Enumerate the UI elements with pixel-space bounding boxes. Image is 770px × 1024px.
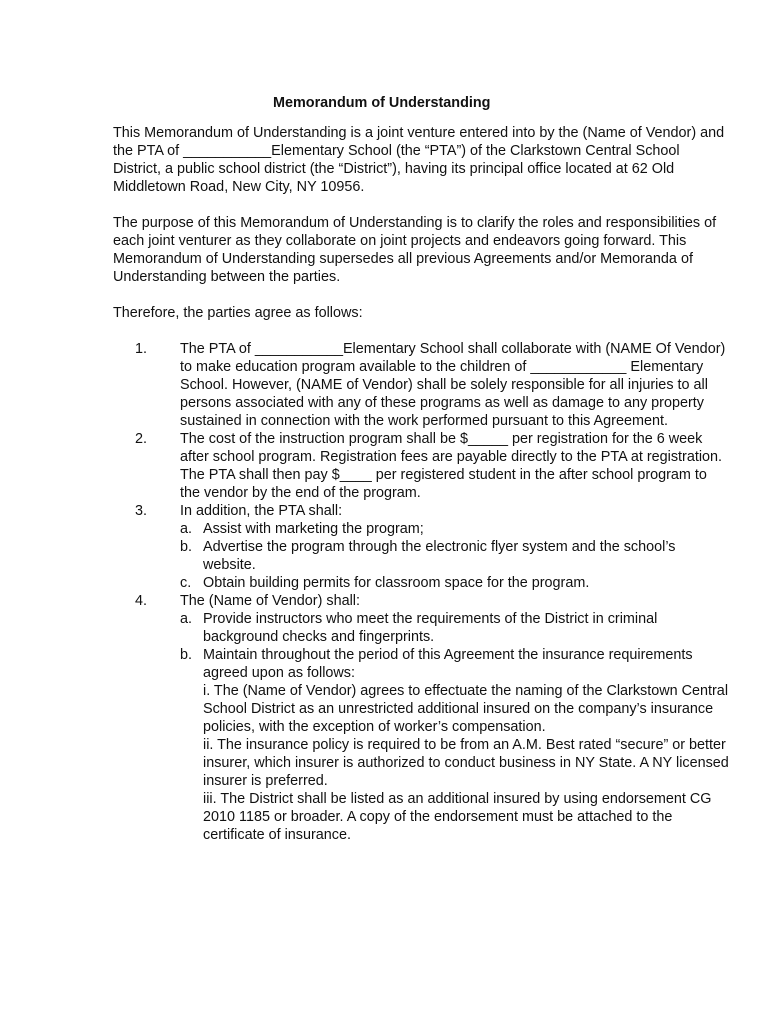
- agreement-item: [113, 430, 730, 502]
- sub-item-text: Provide instructors who meet the requirements of the District in criminal background checks and fingerprints.: [203, 611, 658, 645]
- document-title: Memorandum of Understanding: [273, 95, 491, 111]
- agreement-item: [113, 340, 730, 430]
- sub-item-letter: c.: [180, 575, 192, 591]
- sub-item-text: Obtain building permits for classroom space for the program.: [203, 575, 590, 591]
- roman-item: ii. The insurance policy is required to be from an A.M. Best rated “secure” or better insurer, which insurer is authorized to conduct business in NY State. A NY licensed insurer is preferred.: [203, 737, 729, 789]
- item-number: 1.: [135, 341, 148, 357]
- sub-item: [180, 520, 730, 538]
- item-number: 3.: [135, 503, 148, 519]
- sub-item: [180, 610, 730, 646]
- sub-item-letter: a.: [180, 521, 193, 537]
- agreement-item: [113, 502, 730, 592]
- agreement-list: [113, 340, 730, 844]
- agreement-item: [113, 592, 730, 844]
- item-text: The cost of the instruction program shall be $_____ per registration for the 6 week after school program. Registration fees are payable directly to the PTA at registration. The PTA shall then pay $____ per registered student in the after school program to the vendor by the end of the program.: [180, 431, 723, 501]
- sub-item: [180, 538, 730, 574]
- sub-item-letter: b.: [180, 539, 193, 555]
- item-number: 2.: [135, 431, 148, 447]
- sub-item-text: Advertise the program through the electronic flyer system and the school’s website.: [203, 539, 676, 573]
- sub-item-letter: a.: [180, 611, 193, 627]
- therefore-paragraph: Therefore, the parties agree as follows:: [113, 305, 363, 321]
- sub-item: [180, 574, 730, 592]
- roman-item: i. The (Name of Vendor) agrees to effectuate the naming of the Clarkstown Central School District as an unrestricted additional insured on the company’s insurance policies, with the exception of worker’s compensation.: [203, 683, 729, 735]
- item-text: The (Name of Vendor) shall:: [180, 593, 360, 609]
- roman-item: iii. The District shall be listed as an additional insured by using endorsement CG 2010 1185 or broader. A copy of the endorsement must be attached to the certificate of insurance.: [203, 791, 712, 843]
- item-text: In addition, the PTA shall:: [180, 503, 343, 519]
- sub-item-text: Maintain throughout the period of this Agreement the insurance requirements agreed upon as follows:: [203, 647, 693, 681]
- intro-paragraph: This Memorandum of Understanding is a joint venture entered into by the (Name of Vendor) and the PTA of ___________Elementary School (the “PTA”) of the Clarkstown Central School District, a public school district (the “District”), having its principal office located at 62 Old Middletown Road, New City, NY 10956.: [113, 125, 725, 195]
- sub-item: [180, 646, 730, 682]
- sub-item-letter: b.: [180, 647, 193, 663]
- item-text: The PTA of ___________Elementary School shall collaborate with (NAME Of Vendor) to make education program available to the children of ____________ Elementary School. However, (NAME of Vendor) shall be solely responsible for all injuries to all persons associated with any of these programs as well as damage to any property sustained in connection with the work performed pursuant to this Agreement.: [180, 341, 726, 429]
- sub-item-text: Assist with marketing the program;: [203, 521, 424, 537]
- item-number: 4.: [135, 593, 148, 609]
- purpose-paragraph: The purpose of this Memorandum of Understanding is to clarify the roles and responsibilities of each joint venturer as they collaborate on joint projects and endeavors going forward. This Memorandum of Understanding supersedes all previous Agreements and/or Memoranda of Understanding between the parties.: [113, 215, 717, 285]
